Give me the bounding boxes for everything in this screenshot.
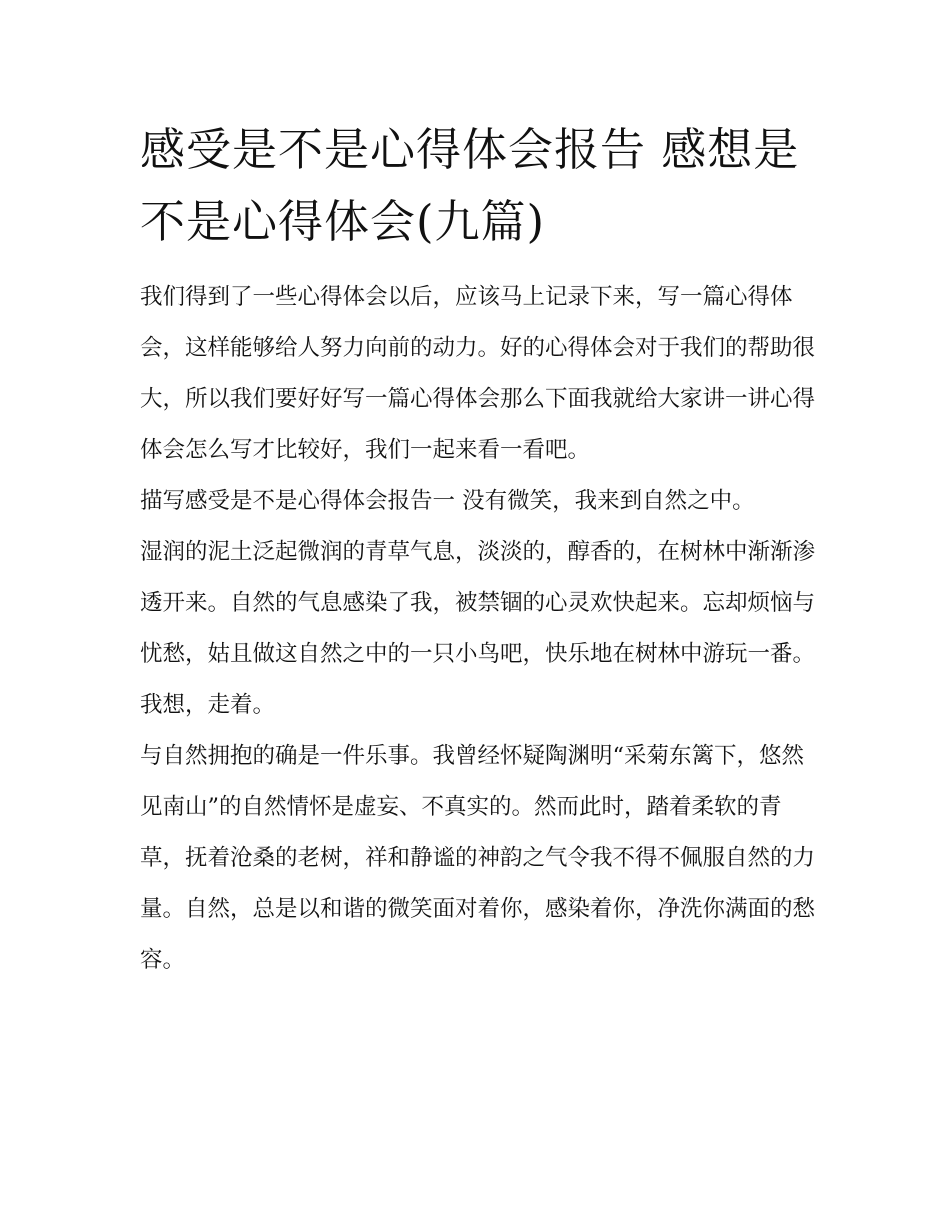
section-heading-paragraph: 描写感受是不是心得体会报告一 没有微笑，我来到自然之中。 [140, 488, 755, 514]
document-page [140, 114, 815, 986]
body-paragraph: 与自然拥抱的确是一件乐事。我曾经怀疑陶渊明“采菊东篱下，悠然见南山”的自然情怀是虚妄、不真实的。然而此时，踏着柔软的青草，抚着沧桑的老树，祥和静谧的神韵之气令我不得不佩服自然的力量。自然，总是以和谐的微笑面对着你，感染着你，净洗你满面的愁容。 [140, 743, 816, 973]
body-paragraph: 湿润的泥土泛起微润的青草气息，淡淡的，醇香的，在树林中渐渐渗透开来。自然的气息感染了我，被禁锢的心灵欢快起来。忘却烦恼与忧愁，姑且做这自然之中的一只小鸟吧，快乐地在树林中游玩一番。我想，走着。 [140, 539, 816, 718]
intro-paragraph: 我们得到了一些心得体会以后，应该马上记录下来，写一篇心得体会，这样能够给人努力向前的动力。好的心得体会对于我们的帮助很大，所以我们要好好写一篇心得体会那么下面我就给大家讲一讲心得体会怎么写才比较好，我们一起来看一看吧。 [140, 284, 816, 463]
document-title: 感受是不是心得体会报告 感想是不是心得体会(九篇) [140, 123, 800, 248]
